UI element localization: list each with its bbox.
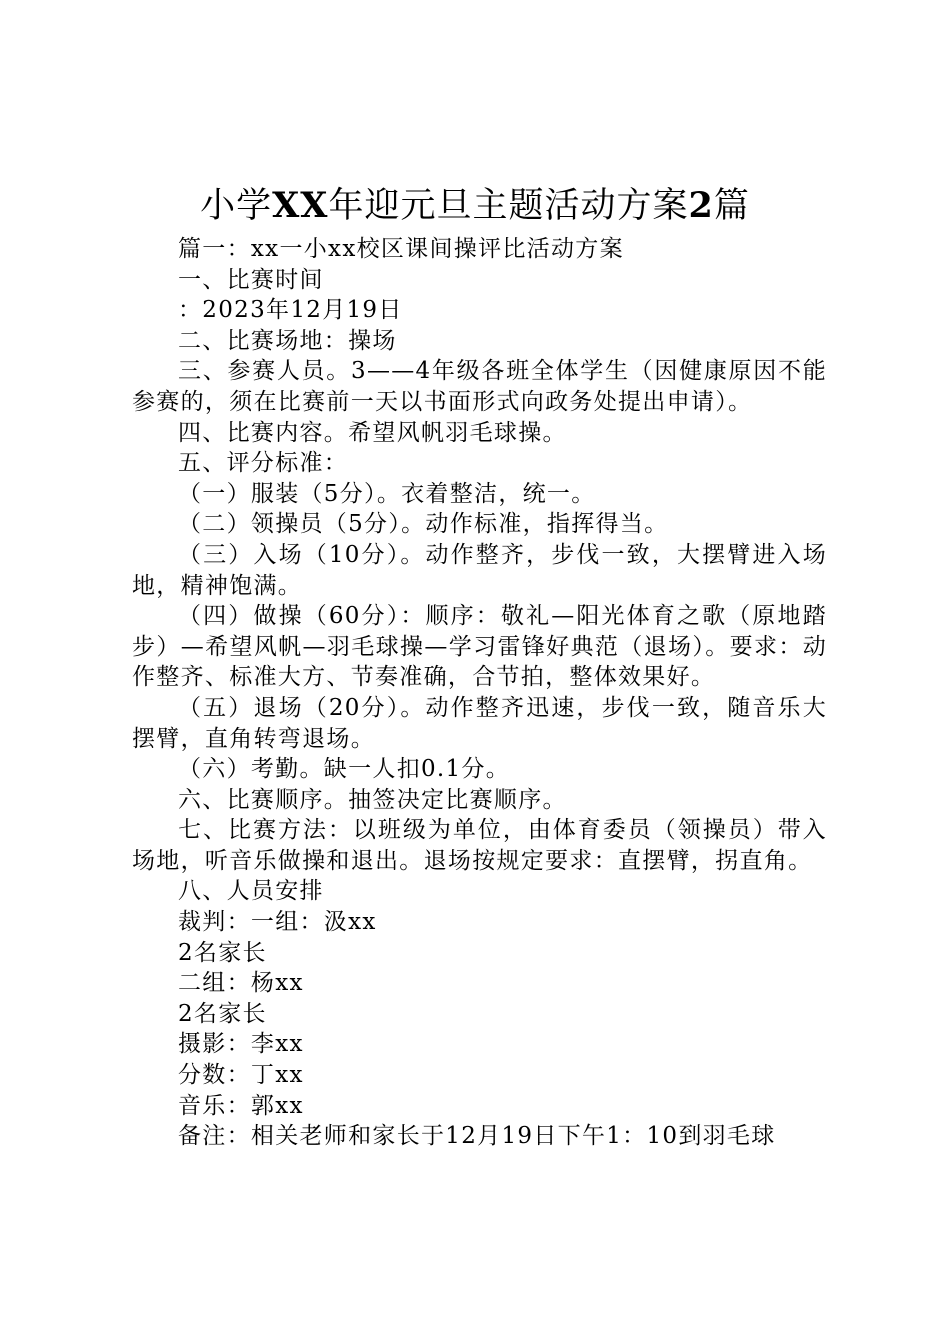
paragraph: 分数：丁xx xyxy=(178,1062,304,1089)
paragraph: （六）考勤。缺一人扣0.1分。 xyxy=(178,756,511,783)
paragraph: 五、评分标准： xyxy=(178,450,349,477)
paragraph: 音乐：郭xx xyxy=(178,1092,304,1119)
paragraph: 二组：杨xx xyxy=(178,970,304,997)
paragraph: 七、比赛方法：以班级为单位，由体育委员（领操员）带入场地，听音乐做操和退出。退场按规定要求：直摆臂，拐直角。 xyxy=(132,817,827,874)
paragraph: 三、参赛人员。3——4年级各班全体学生（因健康原因不能参赛的，须在比赛前一天以书面形式向政务处提出申请）。 xyxy=(132,358,827,415)
paragraph: 二、比赛场地：操场 xyxy=(178,327,397,354)
paragraph: 摄影：李xx xyxy=(178,1031,304,1058)
paragraph: （四）做操（60分）：顺序：敬礼—阳光体育之歌（原地踏步）—希望风帆—羽毛球操—学习雷锋好典范（退场）。要求：动作整齐、标准大方、节奏准确，合节拍，整体效果好。 xyxy=(132,603,827,691)
title-part: 篇 xyxy=(713,186,750,226)
paragraph: 四、比赛内容。希望风帆羽毛球操。 xyxy=(178,419,567,446)
section-heading: 篇一：xx一小xx校区课间操评比活动方案 xyxy=(178,236,624,262)
paragraph: 2名家长 xyxy=(178,939,267,966)
paragraph: 八、人员安排 xyxy=(178,878,324,905)
paragraph: 六、比赛顺序。抽签决定比赛顺序。 xyxy=(178,786,567,813)
paragraph: （五）退场（20分）。动作整齐迅速，步伐一致，随音乐大摆臂，直角转弯退场。 xyxy=(132,694,827,752)
paragraph: 裁判：一组：汲xx xyxy=(178,909,377,936)
title-part-bold: XX xyxy=(272,185,329,226)
document-title xyxy=(0,178,950,234)
title-part: 小学 xyxy=(200,186,273,226)
document-body xyxy=(132,234,827,1152)
title-part: 年迎元旦主题活动方案 xyxy=(328,186,689,226)
paragraph: （二）领操员（5分）。动作标准，指挥得当。 xyxy=(178,511,669,538)
paragraph: （一）服装（5分）。衣着整洁，统一。 xyxy=(178,480,596,507)
title-part-bold: 2 xyxy=(688,185,714,226)
paragraph: （三）入场（10分）。动作整齐，步伐一致，大摆臂进入场地，精神饱满。 xyxy=(132,541,827,599)
paragraph: 2名家长 xyxy=(178,1000,267,1027)
paragraph: ：2023年12月19日 xyxy=(178,297,403,324)
paragraph: 一、比赛时间 xyxy=(178,266,324,293)
paragraph: 备注：相关老师和家长于12月19日下午1：10到羽毛球 xyxy=(178,1123,776,1150)
